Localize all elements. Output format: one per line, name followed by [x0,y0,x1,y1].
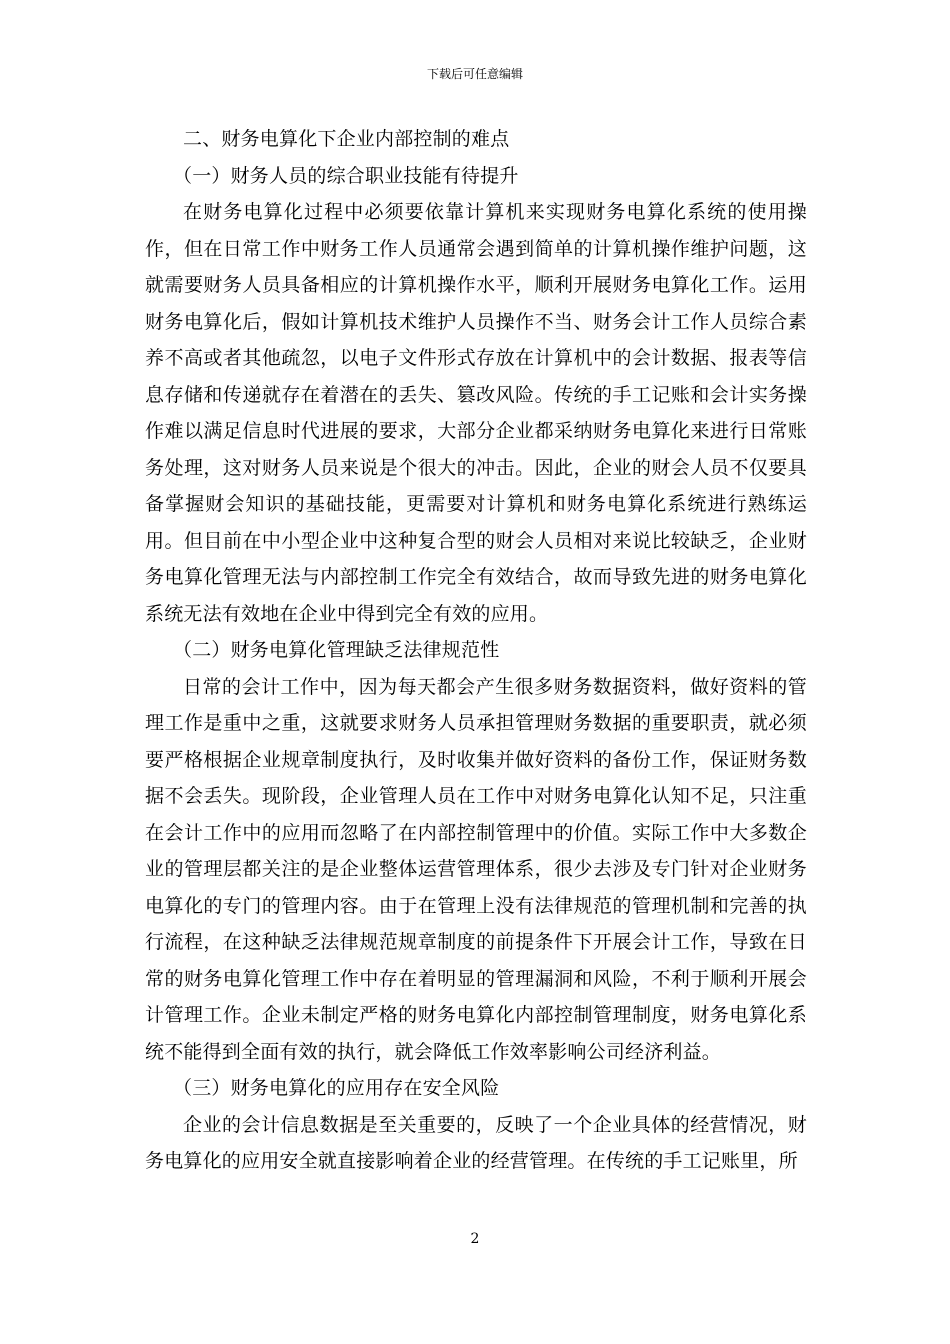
subsection-title-3: （三）财务电算化的应用存在安全风险 [173,1077,500,1099]
subsection-title-2: （二）财务电算化管理缺乏法律规范性 [173,639,500,661]
paragraph-1: 在财务电算化过程中必须要依靠计算机来实现财务电算化系统的使用操作，但在日常工作中财务工作人员通常会遇到简单的计算机操作维护问题，这就需要财务人员具备相应的计算机操作水平，顺利开展财务电算化工作。运用财务电算化后，假如计算机技术维护人员操作不当、财务会计工作人员综合素养不高或者其他疏忽，以电子文件形式存放在计算机中的会计数据、报表等信息存储和传递就存在着潜在的丢失、篡改风险。传统的手工记账和会计实务操作难以满足信息时代进展的要求，大部分企业都采纳财务电算化来进行日常账务处理，这对财务人员来说是个很大的冲击。因此，企业的财会人员不仅要具备掌握财会知识的基础技能，更需要对计算机和财务电算化系统进行熟练运用。但目前在中小型企业中这种复合型的财会人员相对来说比较缺乏，企业财务电算化管理无法与内部控制工作完全有效结合，故而导致先进的财务电算化系统无法有效地在企业中得到完全有效的应用。 [145,201,807,625]
subsection-title-1: （一）财务人员的综合职业技能有待提升 [173,164,519,187]
page-header: 下载后可任意编辑 [426,67,523,81]
section-title: 二、财务电算化下企业内部控制的难点 [183,128,510,150]
page-number: 2 [470,1231,480,1247]
document-body [145,121,807,1180]
paragraph-3: 企业的会计信息数据是至关重要的，反映了一个企业具体的经营情况，财务电算化的应用安全就直接影响着企业的经营管理。在传统的手工记账里，所 [145,1113,807,1172]
paragraph-2: 日常的会计工作中，因为每天都会产生很多财务数据资料，做好资料的管理工作是重中之重，这就要求财务人员承担管理财务数据的重要职责，就必须要严格根据企业规章制度执行，及时收集并做好资料的备份工作，保证财务数据不会丢失。现阶段，企业管理人员在工作中对财务电算化认知不足，只注重在会计工作中的应用而忽略了在内部控制管理中的价值。实际工作中大多数企业的管理层都关注的是企业整体运营管理体系，很少去涉及专门针对企业财务电算化的专门的管理内容。由于在管理上没有法律规范的管理机制和完善的执行流程，在这种缺乏法律规范规章制度的前提条件下开展会计工作，导致在日常的财务电算化管理工作中存在着明显的管理漏洞和风险，不利于顺利开展会计管理工作。企业未制定严格的财务电算化内部控制管理制度，财务电算化系统不能得到全面有效的执行，就会降低工作效率影响公司经济利益。 [145,675,807,1063]
